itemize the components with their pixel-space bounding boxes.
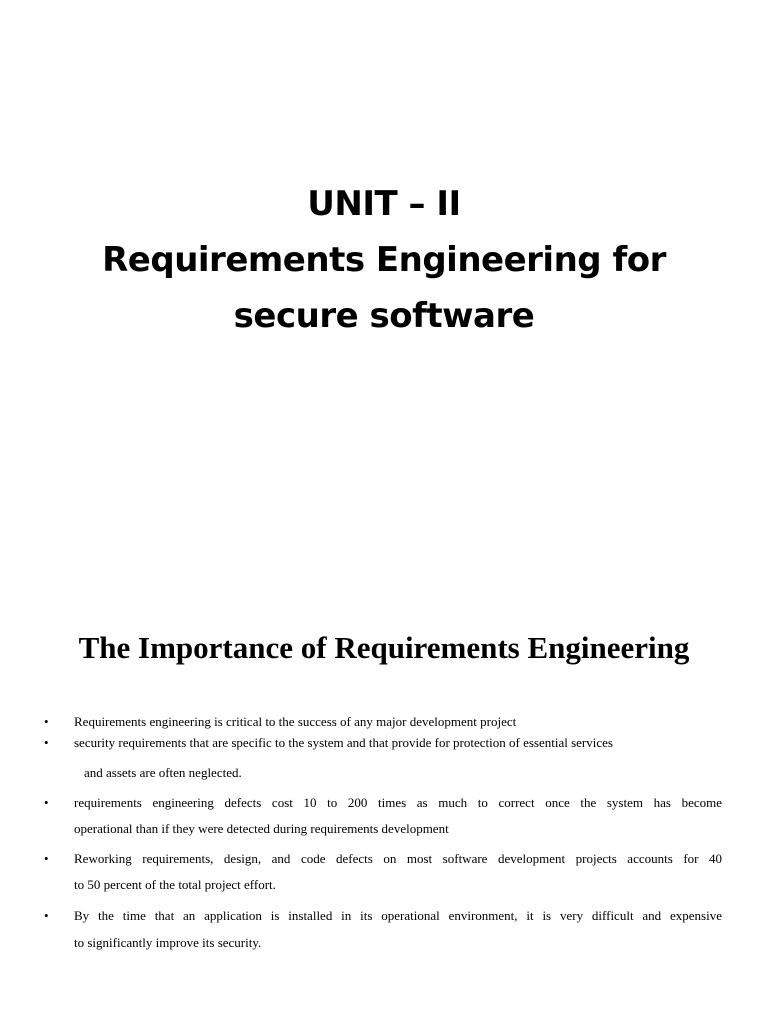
bullet-1-line-1: Requirements engineering is critical to the success of any major development project [74, 714, 517, 729]
unit-title-line-1: Requirements Engineering for [102, 240, 666, 280]
bullet-4-line-1: Reworking requirements, design, and code defects on most software development projects accounts for 40 [74, 851, 722, 866]
bullet-5-line-1: By the time that an application is installed in its operational environment, it is very difficult and expensive [74, 908, 722, 923]
bullet-marker: • [44, 908, 49, 923]
bullet-marker: • [44, 714, 49, 729]
bullet-5-line-2: to significantly improve its security. [74, 935, 262, 950]
unit-number: UNIT – II [307, 184, 461, 224]
unit-title-line-2: secure software [233, 296, 535, 336]
bullet-2-line-2: and assets are often neglected. [84, 765, 242, 780]
bullet-marker: • [44, 735, 49, 750]
bullet-marker: • [44, 795, 49, 810]
bullet-3-line-1: requirements engineering defects cost 10 to 200 times as much to correct once the system has become [74, 795, 722, 810]
bullet-4-line-2: to 50 percent of the total project effort. [74, 877, 276, 892]
bullet-marker: • [44, 851, 49, 866]
section-heading: The Importance of Requirements Engineering [78, 630, 690, 665]
bullet-3-line-2: operational than if they were detected during requirements development [74, 821, 449, 836]
bullet-2-line-1: security requirements that are specific to the system and that provide for protection of essential services [74, 735, 613, 750]
unit-title [0, 176, 768, 344]
